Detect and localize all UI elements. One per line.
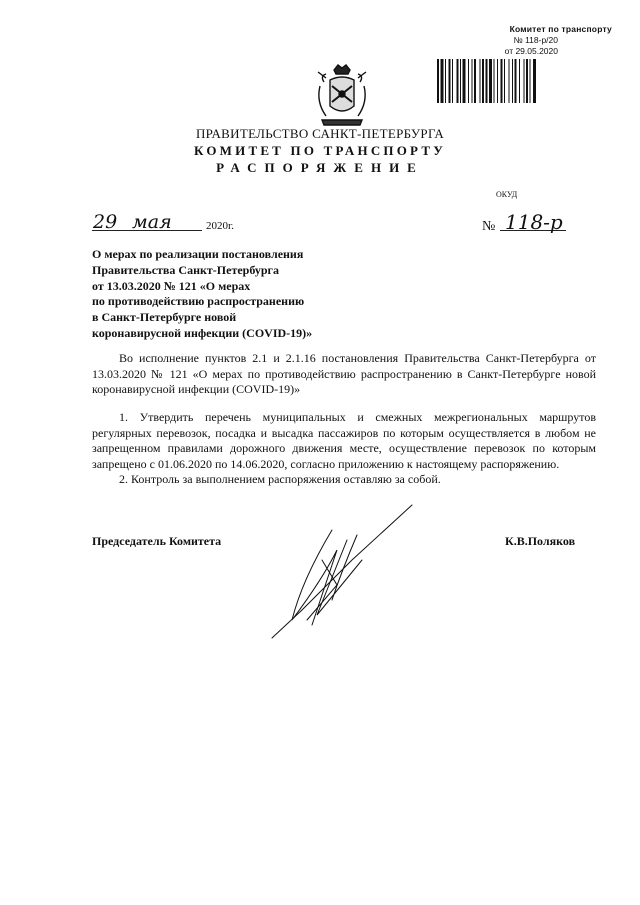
title-line: от 13.03.2020 № 121 «О мерах [92, 278, 251, 293]
title-line: коронавирусной инфекции (COVID-19)» [92, 325, 313, 340]
order-item: 2. Контроль за выполнением распоряжения оставляю за собой. [119, 472, 441, 486]
intro-paragraph: Во исполнение пунктов 2.1 и 2.1.16 постановления Правительства Санкт-Петербурга от 13.03.2020 № 121 «О мерах по противодействию распространению в Санкт-Петербурге новой коронавирусной инфекции (COVID-19)» [92, 351, 596, 396]
title-line: О мерах по реализации постановления [92, 247, 304, 261]
barcode-bar [452, 59, 453, 103]
barcode-bar [445, 59, 446, 103]
barcode-bar [501, 59, 503, 103]
okud-label: ОКУД [496, 190, 518, 199]
document-title [92, 247, 392, 342]
barcode-bar [457, 59, 459, 103]
coat-of-arms-emblem [312, 62, 372, 130]
date-month: мая [132, 211, 172, 233]
barcode-bar [509, 59, 510, 103]
title-line: в Санкт-Петербурге новой [92, 310, 237, 325]
barcode-bar [494, 59, 495, 103]
document-number: 118-р [505, 210, 563, 234]
barcode-bar [526, 59, 528, 103]
barcode-bar [472, 59, 473, 103]
stamp-number: № 118-р/20 [513, 35, 558, 45]
signatory-name: К.В.Поляков [505, 534, 576, 548]
registration-stamp [462, 24, 612, 57]
date-day: 29 [93, 211, 118, 233]
barcode-bar [519, 59, 520, 103]
title-line: по противодействию распространению [92, 294, 305, 309]
barcode-bar [497, 59, 498, 103]
barcode-bar [515, 59, 517, 103]
barcode-bar [486, 59, 488, 103]
barcode-bar [489, 59, 492, 103]
handwritten-signature [262, 500, 422, 640]
signatory-title: Председатель Комитета [92, 534, 222, 548]
barcode-bar [533, 59, 536, 103]
barcode-bar [441, 59, 444, 103]
order-item: 1. Утвердить перечень муниципальных и смежных межрегиональных маршрутов регулярных перевозок, посадка и высадка пассажиров по которым осуществляется в любом не запрещенном правилами дорожного движения месте, осуществление перевозок по которым запрещено с 01.06.2020 по 14.06.2020, согласно приложению к настоящему распоряжению. [92, 410, 596, 471]
barcode-bar [504, 59, 505, 103]
order-items [92, 410, 596, 488]
committee-heading: КОМИТЕТ ПО ТРАНСПОРТУ [194, 143, 446, 158]
number-label: № [482, 219, 496, 234]
barcode-bar [474, 59, 476, 103]
barcode-bar [460, 59, 461, 103]
government-heading: ПРАВИТЕЛЬСТВО САНКТ-ПЕТЕРБУРГА [195, 126, 445, 141]
barcode-bar [449, 59, 451, 103]
barcode-bar [482, 59, 484, 103]
document-type-heading: РАСПОРЯЖЕНИЕ [216, 160, 424, 175]
barcode-image [437, 59, 607, 103]
title-line: Правительства Санкт-Петербурга [92, 262, 280, 277]
barcode-bar [512, 59, 513, 103]
stamp-date: от 29.05.2020 [504, 46, 558, 56]
barcode-bar [463, 59, 466, 103]
barcode-bar [480, 59, 481, 103]
stamp-committee: Комитет по транспорту [509, 24, 612, 34]
date-year: 2020г. [206, 220, 235, 232]
barcode-bar [530, 59, 531, 103]
barcode-bar [468, 59, 469, 103]
barcode-bar [524, 59, 525, 103]
barcode-bar [437, 59, 439, 103]
